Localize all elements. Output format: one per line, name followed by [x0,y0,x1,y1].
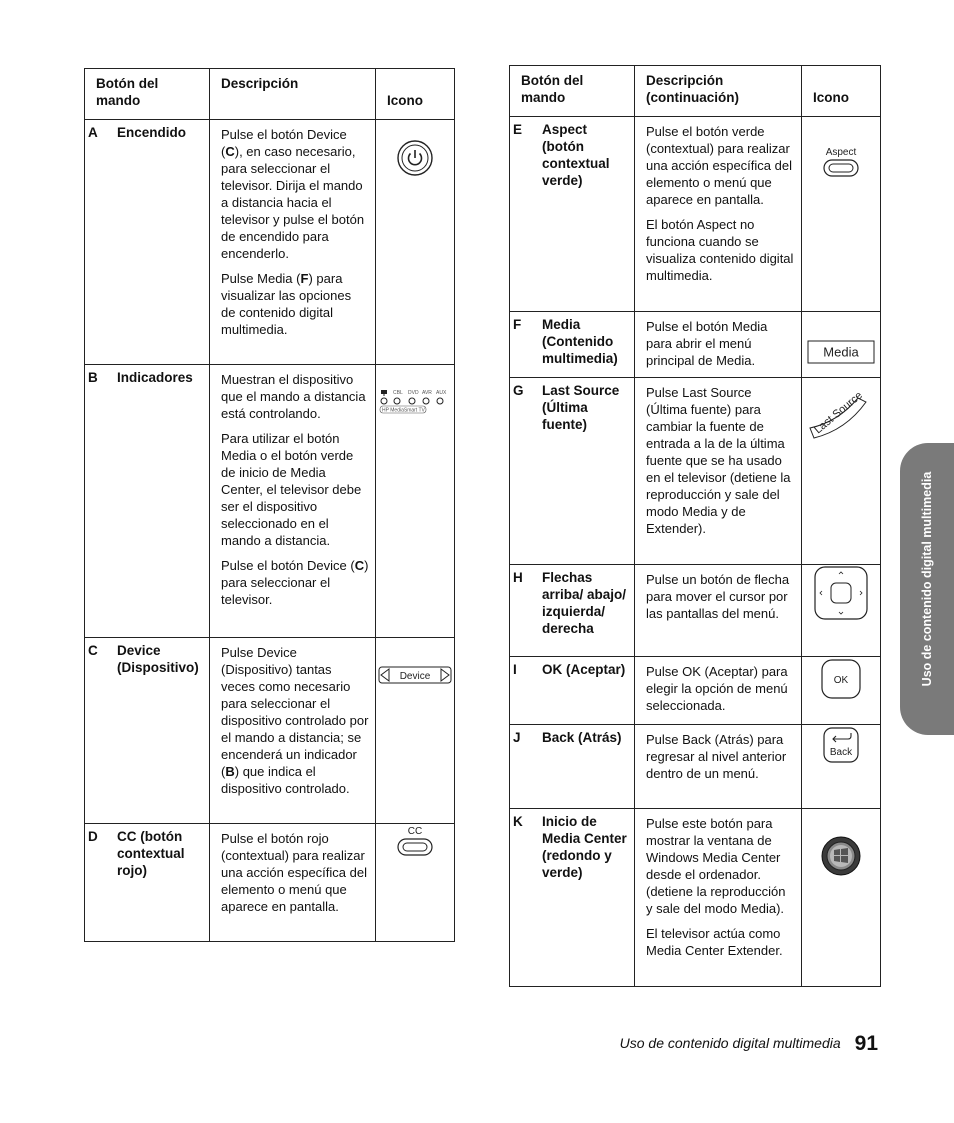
row-description: Pulse Media (F) para visualizar las opciones de contenido digital multimedia. [221,271,352,337]
row-letter: B [88,370,98,385]
header-icon: Icono [387,93,423,108]
back-button-icon [821,725,861,765]
button-reference: C [225,144,235,159]
row-description: Pulse el botón Media para abrir el menú principal de Media. [646,319,768,368]
section-side-tab-label: Uso de contenido digital multimedia [920,471,934,687]
back-icon-label: Back [829,747,853,758]
row-description: Pulse el botón Device (C) para seleccionar el televisor. [221,558,369,607]
row-description: Pulse el botón rojo (contextual) para realizar una acción específica del elemento o menú que aparece en pantalla. [221,831,367,914]
row-letter: F [513,317,522,332]
row-description: Pulse el botón Device (C), en caso necesario, para seleccionar el televisor. Dirija el mando a distancia hacia el televisor y pulse el botón de encendido para encenderlo. [221,127,365,261]
row-description: El televisor actúa como Media Center Extender. [646,926,783,958]
page-number: 91 [854,1032,878,1055]
table-row [510,725,881,809]
indicator-brand-label: HP MediaSmart TV [382,407,425,414]
button-reference: C [354,558,365,573]
row-letter: E [513,122,523,137]
indicator-label-aux: AUX [436,390,447,396]
indicator-label-dvd: DVD [408,390,419,396]
row-letter: D [88,829,98,844]
row-button-name: Flechas arriba/ abajo/ izquierda/ derecha [542,570,627,636]
footer-title: Uso de contenido digital multimedia [619,1035,841,1051]
ok-icon-label: OK [833,675,849,686]
table-row [85,365,455,638]
header-button: Botón del mando [521,73,584,105]
row-button-name: Encendido [117,125,187,140]
aspect-icon-label: Aspect [825,147,857,158]
row-button-name: CC (botón contextual rojo) [117,829,185,878]
table-header-row [510,66,881,117]
indicator-label-avr: AVR [422,390,432,396]
media-icon-label: Media [823,344,859,360]
row-button-name: Aspect (botón contextual verde) [542,122,610,188]
device-icon-label: Device [399,671,431,682]
header-icon: Icono [813,90,849,105]
table-row [510,657,881,725]
row-description: Pulse el botón verde (contextual) para realizar una acción específica del elemento o menú que aparece en pantalla. [646,124,792,207]
header-description: Descripción [221,76,299,91]
row-letter: G [513,383,524,398]
row-button-name: Back (Atrás) [542,730,622,745]
arrow-pad-icon [813,565,869,621]
left-remote-table [84,68,455,942]
row-letter: C [88,643,98,658]
table-row [510,565,881,657]
table-row [510,378,881,565]
row-letter: K [513,814,523,829]
right-remote-table [509,65,881,987]
header-description: Descripción (continuación) [646,73,739,105]
aspect-button-icon [819,145,863,179]
row-description: Muestran el dispositivo que el mando a distancia está controlando. [221,372,366,421]
row-description: Pulse un botón de flecha para mover el cursor por las pantallas del menú. [646,572,790,621]
table-row [510,117,881,312]
table-row [510,312,881,378]
row-description: El botón Aspect no funciona cuando se visualiza contenido digital multimedia. [646,217,794,283]
last-source-icon-label: Last Source [812,389,865,437]
device-indicator-lights-icon [378,387,452,419]
media-center-start-button-icon [820,835,862,877]
row-button-name: Last Source (Última fuente) [542,383,620,432]
row-letter: J [513,730,521,745]
section-side-tab [900,443,954,735]
cc-icon-label: CC [407,826,423,837]
page-footer [620,1030,878,1054]
row-description: Para utilizar el botón Media o el botón verde de inicio de Media Center, el televisor debe ser el dispositivo seleccionado en el mando a distancia. [221,431,362,548]
row-button-name: Indicadores [117,370,193,385]
cc-button-icon [395,824,435,858]
power-button-icon [395,138,435,178]
row-button-name: Inicio de Media Center (redondo y verde) [542,814,627,880]
button-reference: F [300,271,309,286]
button-reference: B [225,764,235,779]
row-button-name: Device (Dispositivo) [117,643,199,675]
row-description: Pulse Back (Atrás) para regresar al nivel anterior dentro de un menú. [646,732,787,781]
row-description: Pulse este botón para mostrar la ventana de Windows Media Center desde el ordenador. (detiene la reproducción y sale del modo Media). [646,816,786,916]
row-button-name: OK (Aceptar) [542,662,626,677]
row-letter: I [513,662,517,677]
table-row [510,809,881,987]
last-source-button-icon [808,378,874,444]
device-rocker-icon [378,665,452,685]
row-button-name: Media (Contenido multimedia) [542,317,618,366]
row-letter: A [88,125,98,140]
table-row [85,120,455,365]
table-header-row [85,69,455,120]
header-button: Botón del mando [96,76,159,108]
row-description: Pulse OK (Aceptar) para elegir la opción de menú seleccionada. [646,664,788,713]
row-letter: H [513,570,523,585]
table-row [85,824,455,942]
row-description: Pulse Device (Dispositivo) tantas veces como necesario para seleccionar el dispositivo controlado por el mando a distancia; se encenderá un indicador (B) que indica el dispositivo controlado. [221,645,369,796]
ok-button-icon [819,657,863,701]
row-description: Pulse Last Source (Última fuente) para cambiar la fuente de entrada a la de la última fuente que se ha usado en el televisor (detiene la reproducción y sale del modo Media y de Extender). [646,385,791,536]
media-button-icon [807,340,875,364]
table-row [85,638,455,824]
indicator-label-cbl: CBL [393,390,403,396]
